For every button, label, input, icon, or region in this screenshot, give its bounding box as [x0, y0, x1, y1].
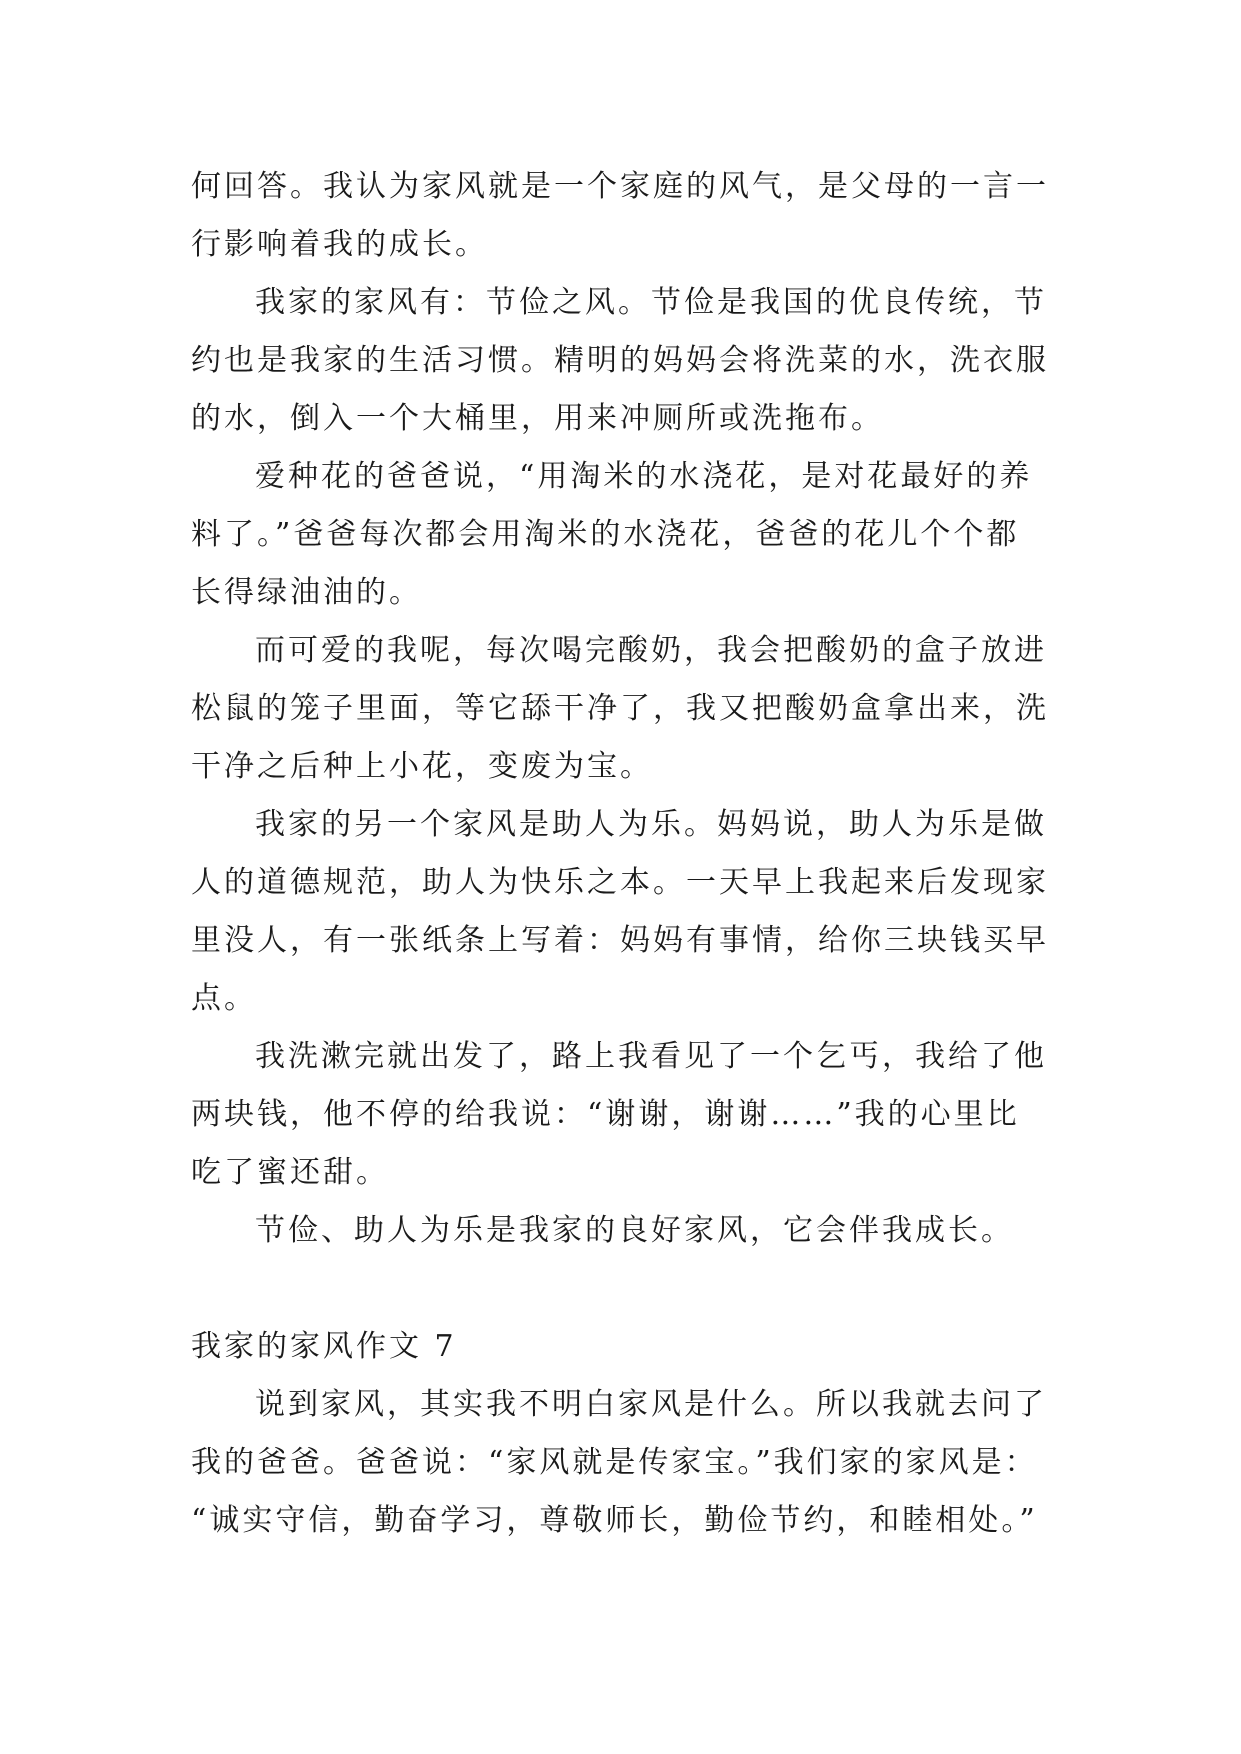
paragraph-first-line: 而可爱的我呢，每次喝完酸奶，我会把酸奶的盒子放进 [255, 633, 1047, 668]
paragraph-first-line: 节俭、助人为乐是我家的良好家风，它会伴我成长。 [255, 1213, 1014, 1248]
paragraph-first-line: 我洗漱完就出发了，路上我看见了一个乞丐，我给了他 [255, 1039, 1047, 1074]
text-line: 何回答。我认为家风就是一个家庭的风气，是父母的一言一 [191, 169, 1049, 204]
text-line: 人的道德规范，助人为快乐之本。一天早上我起来后发现家 [191, 865, 1049, 900]
section-title: 我家的家风作文 7 [191, 1329, 457, 1364]
text-line: 的水，倒入一个大桶里，用来冲厕所或洗拖布。 [191, 401, 884, 436]
text-line: 松鼠的笼子里面，等它舔干净了，我又把酸奶盒拿出来，洗 [191, 691, 1049, 726]
section-spacer [191, 1260, 1051, 1318]
text-line: 料了。”爸爸每次都会用淘米的水浇花，爸爸的花儿个个都 [191, 517, 1020, 552]
text-line: 里没人，有一张纸条上写着：妈妈有事情，给你三块钱买早 [191, 923, 1049, 958]
text-line: 约也是我家的生活习惯。精明的妈妈会将洗菜的水，洗衣服 [191, 343, 1049, 378]
paragraph-first-line: 我家的另一个家风是助人为乐。妈妈说，助人为乐是做 [255, 807, 1047, 842]
text-line: 长得绿油油的。 [191, 575, 422, 610]
paragraph-first-line: 爱种花的爸爸说，“用淘米的水浇花，是对花最好的养 [255, 459, 1033, 494]
paragraph-first-line: 说到家风，其实我不明白家风是什么。所以我就去问了 [255, 1387, 1047, 1422]
text-line: 行影响着我的成长。 [191, 227, 488, 262]
text-line: 我的爸爸。爸爸说：“家风就是传家宝。”我们家的家风是： [191, 1445, 1038, 1480]
text-line: 两块钱，他不停的给我说：“谢谢，谢谢……”我的心里比 [191, 1097, 1020, 1132]
text-line: 点。 [191, 981, 257, 1016]
text-line: 干净之后种上小花，变废为宝。 [191, 749, 653, 784]
essay-text [191, 158, 1051, 1550]
text-line: “诚实守信，勤奋学习，尊敬师长，勤俭节约，和睦相处。” [191, 1503, 1038, 1538]
paragraph-first-line: 我家的家风有：节俭之风。节俭是我国的优良传统，节 [255, 285, 1047, 320]
text-line: 吃了蜜还甜。 [191, 1155, 389, 1190]
